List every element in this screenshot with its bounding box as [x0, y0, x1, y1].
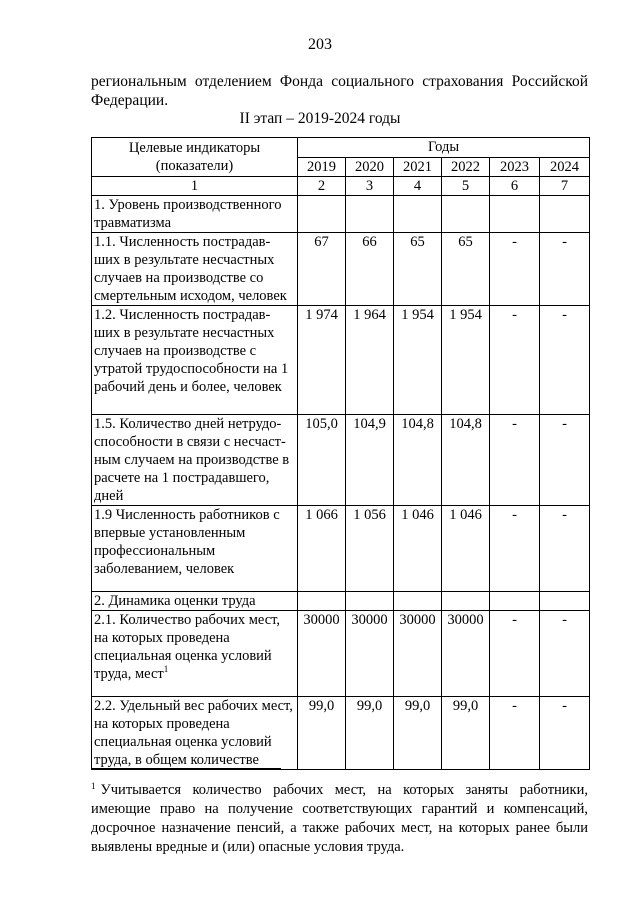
row-value: 30000 — [442, 611, 490, 697]
footnote-divider — [91, 768, 281, 769]
column-number: 7 — [540, 177, 590, 196]
header-indicators: Целевые индикаторы — [128, 140, 261, 156]
stage-title: II этап – 2019-2024 годы — [239, 110, 401, 127]
row-value: 65 — [442, 233, 490, 306]
row-value: - — [490, 611, 540, 697]
column-number: 6 — [490, 177, 540, 196]
row-value: 66 — [346, 233, 394, 306]
row-value — [442, 196, 490, 233]
row-label-cell — [92, 611, 298, 697]
row-value: 104,8 — [442, 415, 490, 506]
row-value: 30000 — [346, 611, 394, 697]
table-row — [92, 233, 590, 306]
row-value: 65 — [394, 233, 442, 306]
row-value: 30000 — [394, 611, 442, 697]
row-value: 67 — [298, 233, 346, 306]
year-header: 2021 — [394, 158, 442, 177]
row-label: 1. Уровень производственного травматизма — [92, 196, 298, 233]
table-row — [92, 506, 590, 592]
row-value: - — [540, 611, 590, 697]
row-value — [394, 592, 442, 611]
header-indicators-cell — [92, 138, 298, 177]
row-value: - — [490, 697, 540, 770]
row-value: 99,0 — [346, 697, 394, 770]
row-value — [394, 196, 442, 233]
row-value: 104,9 — [346, 415, 394, 506]
row-value: 99,0 — [394, 697, 442, 770]
row-value — [490, 592, 540, 611]
row-value: 104,8 — [394, 415, 442, 506]
row-value: 1 046 — [394, 506, 442, 592]
row-label: 1.2. Численность пострадав-ших в результате несчастных случаев на производстве с утратой трудоспособности на 1 рабочий день и более, человек — [92, 306, 298, 415]
row-value: 1 954 — [442, 306, 490, 415]
row-value — [442, 592, 490, 611]
table-row — [92, 196, 590, 233]
table-row — [92, 415, 590, 506]
row-label: 2.1. Количество рабочих мест, на которых проведена специальная оценка условий труда, мест — [94, 612, 281, 682]
row-value — [298, 592, 346, 611]
row-value: 1 974 — [298, 306, 346, 415]
year-header: 2022 — [442, 158, 490, 177]
header-years: Годы — [298, 138, 590, 158]
row-value: 105,0 — [298, 415, 346, 506]
row-value: 1 046 — [442, 506, 490, 592]
row-value: 99,0 — [298, 697, 346, 770]
year-header: 2019 — [298, 158, 346, 177]
row-value: - — [540, 306, 590, 415]
row-value — [540, 196, 590, 233]
row-value: 1 056 — [346, 506, 394, 592]
intro-text-line-2: Федерации. — [91, 92, 169, 109]
row-value: - — [490, 415, 540, 506]
row-label: 1.9 Численность работников с впервые установленным профессиональным заболеванием, человек — [92, 506, 298, 592]
row-value: 1 066 — [298, 506, 346, 592]
row-value: - — [540, 415, 590, 506]
year-header: 2024 — [540, 158, 590, 177]
row-value — [490, 196, 540, 233]
row-value — [298, 196, 346, 233]
row-label: 2.2. Удельный вес рабочих мест, на которых проведена специальная оценка условий труда, в общем количестве — [92, 697, 298, 770]
row-label: 1.5. Количество дней нетрудо-способности в связи с несчаст-ным случаем на производстве в расчете на 1 пострадавшего, дней — [92, 415, 298, 506]
row-label: 1.1. Численность пострадав-ших в результате несчастных случаев на производстве со смертельным исходом, человек — [92, 233, 298, 306]
row-value: 99,0 — [442, 697, 490, 770]
footnote-mark: 1 — [91, 781, 96, 791]
footnote — [91, 777, 588, 857]
row-value: - — [540, 506, 590, 592]
header-indicators-sub: (показатели) — [155, 158, 234, 174]
year-header: 2020 — [346, 158, 394, 177]
row-value: - — [540, 233, 590, 306]
row-value: - — [540, 697, 590, 770]
column-number: 3 — [346, 177, 394, 196]
intro-text-line-1: региональным отделением Фонда социального страхования Российской — [91, 73, 588, 90]
footnote-text: Учитывается количество рабочих мест, на которых заняты работники, имеющие право на получение соответствующих гарантий и компенсаций, досрочное назначение пенсий, а также рабочих мест, на которых ранее были выявлены вредные и (или) опасные условия труда. — [91, 782, 588, 855]
row-value: - — [490, 233, 540, 306]
indicators-table — [91, 137, 590, 770]
row-value — [346, 592, 394, 611]
row-value: 1 964 — [346, 306, 394, 415]
table-row — [92, 306, 590, 415]
column-number: 2 — [298, 177, 346, 196]
year-header: 2023 — [490, 158, 540, 177]
column-number: 4 — [394, 177, 442, 196]
footnote-reference: 1 — [163, 664, 169, 674]
row-value — [346, 196, 394, 233]
row-value: - — [490, 506, 540, 592]
table-header-row — [92, 138, 590, 158]
table-row — [92, 592, 590, 611]
row-value: 30000 — [298, 611, 346, 697]
row-label: 2. Динамика оценки труда — [92, 592, 298, 611]
row-value: - — [490, 306, 540, 415]
table-column-numbers-row — [92, 177, 590, 196]
table-row — [92, 697, 590, 770]
column-number: 1 — [92, 177, 298, 196]
row-value — [540, 592, 590, 611]
page-number: 203 — [308, 36, 332, 53]
row-value: 1 954 — [394, 306, 442, 415]
column-number: 5 — [442, 177, 490, 196]
table-row — [92, 611, 590, 697]
